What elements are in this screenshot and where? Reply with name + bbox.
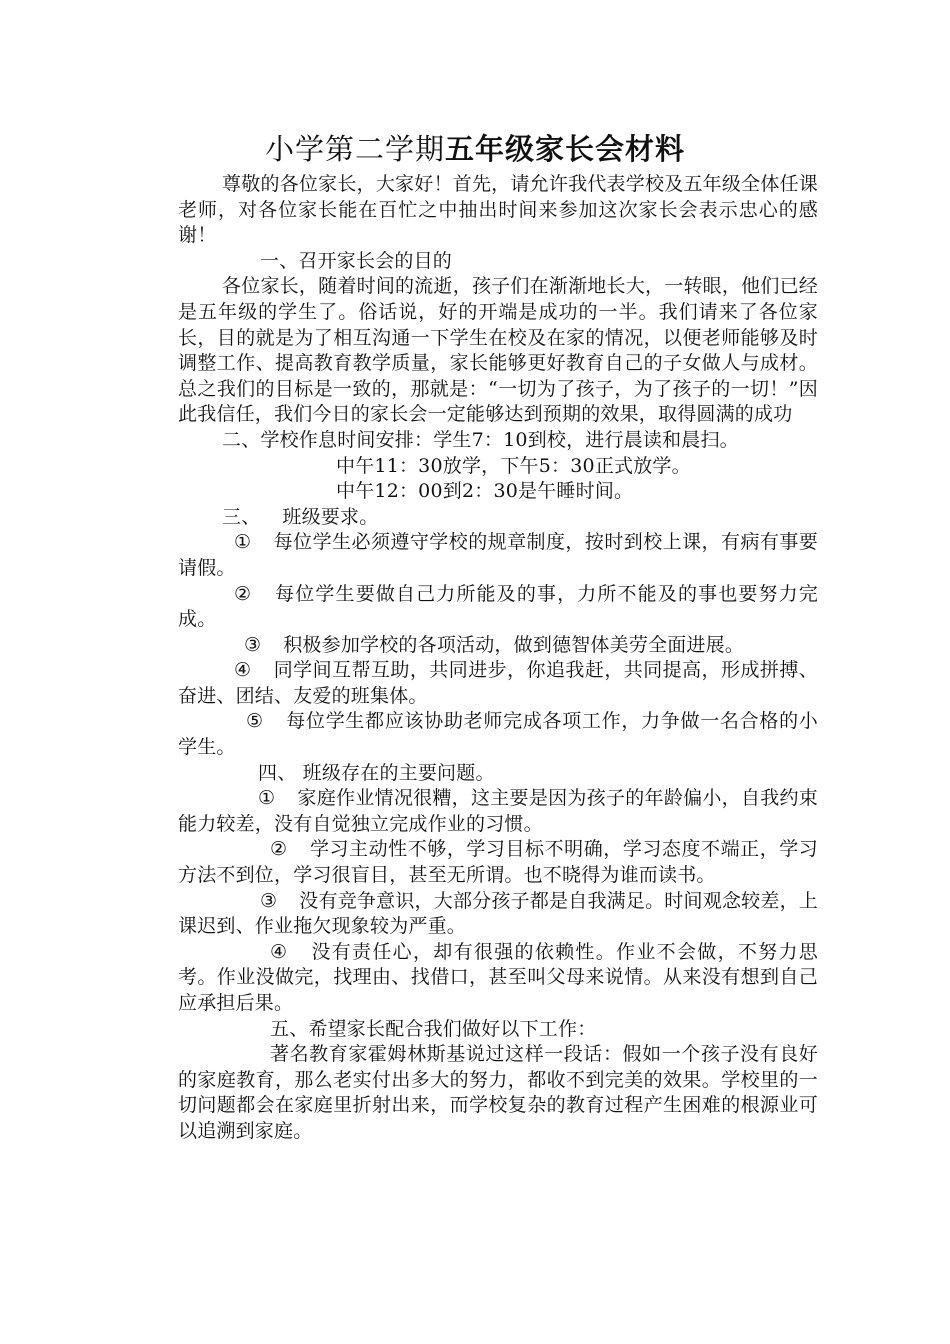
requirement-item [178,633,818,659]
problem-text: 学习主动性不够，学习目标不明确，学习态度不端正，学习方法不到位，学习很盲目，甚至无所谓。也不晓得为谁而读书。 [178,838,819,887]
section4-heading [178,761,818,787]
problem-item [178,940,818,1017]
requirement-text: 同学间互帮互助，共同进步，你追我赶，共同提高，形成拼搏、奋进、团结、友爱的班集体。 [178,659,818,707]
requirement-text: 积极参加学校的各项活动，做到德智体美劳全面进展。 [283,633,745,656]
requirement-item [178,709,818,760]
requirement-item [178,658,818,709]
requirement-num: ④ [234,659,252,682]
problem-text: 家庭作业情况很糟，这主要是因为孩子的年龄偏小，自我约束能力较差，没有自觉独立完成作业的习惯。 [178,787,819,835]
problem-text: 没有竞争意识，大部分孩子都是自我满足。时间观念较差，上课迟到、作业拖欠现象较为严重。 [178,889,818,938]
section4-heading-num: 四、 [258,761,297,784]
schedule-line-nap-time: 中午12：00到2：30是午睡时间。 [336,480,634,503]
requirement-text: 每位学生要做自己力所能及的事，力所不能及的事也要努力完成。 [178,582,819,631]
requirement-num: ⑤ [246,710,264,733]
problem-num: ④ [270,940,289,963]
problem-num: ① [258,787,276,810]
requirement-num: ② [234,582,253,605]
section3-heading [178,505,818,531]
requirement-item [178,530,818,581]
section3-heading-text: 班级要求。 [282,505,379,528]
requirement-text: 每位学生都应该协助老师完成各项工作，力争做一名合格的小学生。 [178,710,818,759]
section3-heading-num: 三、 [222,505,261,528]
problem-item [178,889,818,940]
document-title [0,129,950,169]
problem-text: 没有责任心，却有很强的依赖性。作业不会做，不努力思考。作业没做完，找理由、找借口，甚至叫父母来说情。从来没有想到自己应承担后果。 [178,940,818,1014]
requirement-item [178,582,818,633]
document-body [178,172,818,1145]
schedule-line-noon-dismissal: 中午11：30放学，下午5：30正式放学。 [336,454,691,477]
greeting-paragraph: 尊敬的各位家长，大家好！首先，请允许我代表学校及五年级全体任课老师，对各位家长能在百忙之中抽出时间来参加这次家长会表示忠心的感谢！ [178,173,818,247]
section1-paragraph: 各位家长，随着时间的流逝，孩子们在渐渐地长大，一转眼，他们已经是五年级的学生了。俗话说，好的开端是成功的一半。我们请来了各位家长，目的就是为了相互沟通一下学生在校及在家的情况，以便老师能够及时调整工作、提高教育教学质量，家长能够更好教育自己的子女做人与成材。总之我们的目标是一致的，那就是：“一切为了孩子，为了孩子的一切！”因此我信任，我们今日的家长会一定能够达到预期的效果，取得圆满的成功 [178,275,818,426]
requirement-num: ① [234,531,252,554]
problem-num: ② [270,838,288,861]
requirement-text: 每位学生必须遵守学校的规章制度，按时到校上课，有病有事要请假。 [178,531,818,579]
section5-paragraph: 著名教育家霍姆林斯基说过这样一段话：假如一个孩子没有良好的家庭教育，那么老实付出多大的努力，都收不到完美的效果。学校里的一切问题都会在家庭里折射出来，而学校复杂的教育过程产生困难的根源业可以追溯到家庭。 [178,1043,818,1142]
title-plain: 小学第二学期 [264,132,445,166]
section1-heading: 一、召开家长会的目的 [260,249,453,272]
section2-heading: 二、学校作息时间安排：学生7：10到校，进行晨读和晨扫。 [222,428,739,451]
problem-item [178,786,818,837]
title-bold: 五年级家长会材料 [445,132,686,166]
problem-num: ③ [260,889,278,912]
problem-item [178,837,818,888]
requirement-num: ③ [244,633,262,656]
section4-heading-text: 班级存在的主要问题。 [302,761,495,784]
section5-heading: 五、希望家长配合我们做好以下工作： [270,1017,597,1040]
